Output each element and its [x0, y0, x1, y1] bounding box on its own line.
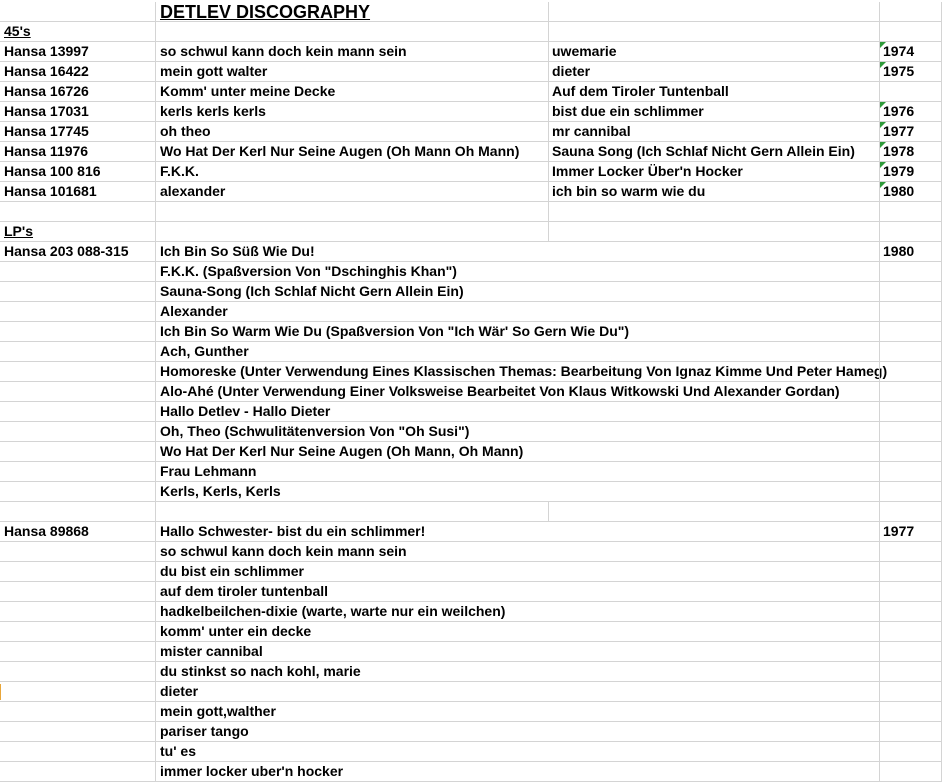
cell-empty[interactable] — [880, 322, 942, 342]
catalog-cell[interactable] — [0, 142, 156, 162]
cell-empty[interactable] — [880, 402, 942, 422]
cell-empty[interactable] — [0, 282, 156, 302]
cell-empty[interactable] — [549, 582, 880, 602]
cell-empty[interactable] — [0, 622, 156, 642]
cell-empty[interactable] — [0, 422, 156, 442]
cell-empty[interactable] — [880, 722, 942, 742]
track-cell[interactable] — [156, 682, 549, 702]
cell-empty[interactable] — [880, 202, 942, 222]
cell-empty[interactable] — [549, 302, 880, 322]
single-row — [0, 162, 942, 182]
lp-track-row — [0, 422, 942, 442]
a-side-cell-text: so schwul kann doch kein mann sein — [160, 43, 407, 59]
cell-empty[interactable] — [549, 762, 880, 782]
section-header-singles-text: 45's — [4, 23, 31, 39]
cell-empty[interactable] — [549, 222, 880, 242]
year-cell-text: 1976 — [883, 103, 915, 119]
cell-empty[interactable] — [0, 502, 156, 522]
track-cell[interactable] — [156, 602, 549, 622]
track-cell-text: Homoreske (Unter Verwendung Eines Klassischen Themas: Bearbeitung Von Ignaz Kimme Und Peter Hameg) — [160, 363, 888, 379]
cell-empty[interactable] — [880, 482, 942, 502]
single-row — [0, 182, 942, 202]
a-side-cell[interactable] — [156, 62, 549, 82]
section-header-lps[interactable] — [0, 222, 156, 242]
track-cell-text: immer locker uber'n hocker — [160, 763, 344, 779]
track-cell-text: Ach, Gunther — [160, 343, 249, 359]
catalog-cell[interactable] — [0, 162, 156, 182]
cell-empty[interactable] — [880, 682, 942, 702]
a-side-cell[interactable] — [156, 182, 549, 202]
track-cell-text: Hallo Schwester- bist du ein schlimmer! — [160, 523, 426, 539]
track-cell[interactable] — [156, 302, 549, 322]
b-side-cell[interactable] — [549, 162, 880, 182]
track-cell-text: Ich Bin So Süß Wie Du! — [160, 243, 315, 259]
single-row — [0, 102, 942, 122]
track-cell[interactable] — [156, 362, 888, 382]
track-cell-text: so schwul kann doch kein mann sein — [160, 543, 407, 559]
lp-track-row — [0, 682, 942, 702]
cell-empty[interactable] — [0, 602, 156, 622]
track-cell-text: Frau Lehmann — [160, 463, 257, 479]
catalog-cell-text: Hansa 203 088-315 — [4, 243, 129, 259]
year-cell[interactable] — [880, 102, 942, 122]
cell-empty[interactable] — [0, 382, 156, 402]
lp-track-row — [0, 762, 942, 782]
blank-row — [0, 202, 942, 222]
catalog-cell-text: Hansa 11976 — [4, 143, 89, 159]
cell-empty[interactable] — [549, 522, 880, 542]
catalog-cell-text: Hansa 16726 — [4, 83, 89, 99]
a-side-cell-text: kerls kerls kerls — [160, 103, 266, 119]
track-cell[interactable] — [156, 762, 549, 782]
lp-track-row — [0, 662, 942, 682]
section-header-lps-text: LP's — [4, 223, 34, 239]
comment-indicator-icon[interactable] — [880, 142, 886, 148]
cell-empty[interactable] — [0, 682, 156, 702]
single-row — [0, 82, 942, 102]
cell-empty[interactable] — [880, 702, 942, 722]
lp-track-row — [0, 262, 942, 282]
b-side-cell[interactable] — [549, 142, 880, 162]
cell-empty[interactable] — [0, 322, 156, 342]
track-cell[interactable] — [156, 462, 549, 482]
track-cell-text: Hallo Detlev - Hallo Dieter — [160, 403, 331, 419]
lp-track-row — [0, 322, 942, 342]
track-cell[interactable] — [156, 342, 549, 362]
cell-empty[interactable] — [549, 282, 880, 302]
lp-track-row — [0, 602, 942, 622]
cell-empty[interactable] — [0, 562, 156, 582]
section-row — [0, 222, 942, 242]
catalog-cell[interactable] — [0, 62, 156, 82]
cell-empty[interactable] — [549, 422, 880, 442]
track-cell[interactable] — [156, 662, 549, 682]
track-cell[interactable] — [156, 442, 549, 462]
b-side-cell[interactable] — [549, 62, 880, 82]
b-side-cell-text: Sauna Song (Ich Schlaf Nicht Gern Allein Ein) — [552, 143, 855, 159]
lp-track-row — [0, 342, 942, 362]
year-cell[interactable] — [880, 182, 942, 202]
year-cell[interactable] — [880, 162, 942, 182]
track-cell[interactable] — [156, 722, 549, 742]
cell-empty[interactable] — [549, 362, 880, 382]
track-cell-text: Alexander — [160, 303, 228, 319]
lp-track-row — [0, 402, 942, 422]
cell-empty[interactable] — [880, 442, 942, 462]
cell-empty[interactable] — [880, 262, 942, 282]
catalog-cell[interactable] — [0, 42, 156, 62]
a-side-cell-text: oh theo — [160, 123, 211, 139]
cell-empty[interactable] — [880, 622, 942, 642]
cell-empty[interactable] — [156, 22, 549, 42]
year-cell-text: 1975 — [883, 63, 915, 79]
track-cell[interactable] — [156, 742, 549, 762]
section-header-singles[interactable] — [0, 22, 156, 42]
a-side-cell-text: Wo Hat Der Kerl Nur Seine Augen (Oh Mann Oh Mann) — [160, 143, 520, 159]
cell-empty[interactable] — [880, 382, 942, 402]
cell-empty[interactable] — [549, 562, 880, 582]
track-cell[interactable] — [156, 402, 549, 422]
cell-empty[interactable] — [880, 562, 942, 582]
cell-empty[interactable] — [880, 542, 942, 562]
catalog-cell-text: Hansa 17031 — [4, 103, 89, 119]
track-cell-text: du bist ein schlimmer — [160, 563, 304, 579]
cell-empty[interactable] — [0, 582, 156, 602]
cell-empty[interactable] — [549, 342, 880, 362]
cell-empty[interactable] — [549, 462, 880, 482]
cell-empty[interactable] — [0, 362, 156, 382]
track-cell-text: Sauna-Song (Ich Schlaf Nicht Gern Allein Ein) — [160, 283, 464, 299]
cell-empty[interactable] — [0, 462, 156, 482]
comment-indicator-icon[interactable] — [880, 122, 886, 128]
a-side-cell[interactable] — [156, 162, 549, 182]
cell-empty[interactable] — [0, 202, 156, 222]
a-side-cell[interactable] — [156, 102, 549, 122]
year-cell-text: 1980 — [883, 183, 915, 199]
lp-track-row — [0, 582, 942, 602]
single-row — [0, 62, 942, 82]
cell-empty[interactable] — [880, 302, 942, 322]
year-cell-text: 1979 — [883, 163, 915, 179]
cell-empty[interactable] — [549, 242, 880, 262]
track-cell-text: Oh, Theo (Schwulitätenversion Von "Oh Susi") — [160, 423, 470, 439]
cell-empty[interactable] — [549, 682, 880, 702]
catalog-cell-text: Hansa 13997 — [4, 43, 89, 59]
cell-empty[interactable] — [880, 422, 942, 442]
cell-empty[interactable] — [880, 602, 942, 622]
cell-empty[interactable] — [880, 362, 942, 382]
cell-empty[interactable] — [0, 742, 156, 762]
sheet-title-text: DETLEV DISCOGRAPHY — [160, 2, 371, 22]
cell-empty[interactable] — [0, 762, 156, 782]
b-side-cell-text: mr cannibal — [552, 123, 631, 139]
lp-track-row — [0, 522, 942, 542]
a-side-cell[interactable] — [156, 42, 549, 62]
cell-empty[interactable] — [549, 742, 880, 762]
track-cell[interactable] — [156, 702, 549, 722]
track-cell-text: komm' unter ein decke — [160, 623, 312, 639]
single-row — [0, 142, 942, 162]
track-cell[interactable] — [156, 562, 549, 582]
b-side-cell-text: ich bin so warm wie du — [552, 183, 706, 199]
track-cell-text: du stinkst so nach kohl, marie — [160, 663, 361, 679]
a-side-cell-text: mein gott walter — [160, 63, 268, 79]
catalog-cell[interactable] — [0, 102, 156, 122]
cell-empty[interactable] — [156, 502, 549, 522]
track-cell[interactable] — [156, 582, 549, 602]
year-cell-text: 1977 — [883, 123, 915, 139]
section-row — [0, 22, 942, 42]
cell-empty[interactable] — [880, 642, 942, 662]
lp-track-row — [0, 442, 942, 462]
track-cell-text: Wo Hat Der Kerl Nur Seine Augen (Oh Mann, Oh Mann) — [160, 443, 524, 459]
lp-track-row — [0, 722, 942, 742]
lp-track-row — [0, 382, 942, 402]
cell-empty[interactable] — [880, 462, 942, 482]
cell-empty[interactable] — [549, 322, 880, 342]
lp-track-row — [0, 742, 942, 762]
cell-empty[interactable] — [0, 702, 156, 722]
cell-empty[interactable] — [0, 642, 156, 662]
single-row — [0, 42, 942, 62]
b-side-cell[interactable] — [549, 122, 880, 142]
comment-indicator-icon[interactable] — [880, 42, 886, 48]
b-side-cell-text: dieter — [552, 63, 591, 79]
cell-empty[interactable] — [880, 662, 942, 682]
cell-cursor-marker — [0, 684, 1, 700]
track-cell[interactable] — [156, 482, 549, 502]
track-cell[interactable] — [156, 542, 549, 562]
cell-empty[interactable] — [0, 722, 156, 742]
year-cell[interactable] — [880, 122, 942, 142]
catalog-cell[interactable] — [0, 242, 156, 262]
track-cell-text: dieter — [160, 683, 199, 699]
lp-track-row — [0, 622, 942, 642]
cell-empty[interactable] — [156, 202, 549, 222]
year-cell[interactable] — [880, 142, 942, 162]
track-cell[interactable] — [156, 242, 549, 262]
cell-empty[interactable] — [880, 2, 942, 22]
cell-empty[interactable] — [0, 482, 156, 502]
cell-empty[interactable] — [549, 402, 880, 422]
title-row — [0, 2, 942, 22]
year-cell-text: 1974 — [883, 43, 915, 59]
track-cell[interactable] — [156, 262, 549, 282]
cell-empty[interactable] — [880, 222, 942, 242]
single-row — [0, 122, 942, 142]
catalog-cell[interactable] — [0, 82, 156, 102]
cell-empty[interactable] — [549, 262, 880, 282]
lp-track-row — [0, 562, 942, 582]
cell-empty[interactable] — [0, 662, 156, 682]
catalog-cell[interactable] — [0, 522, 156, 542]
comment-indicator-icon[interactable] — [880, 182, 886, 188]
a-side-cell-text: Komm' unter meine Decke — [160, 83, 336, 99]
b-side-cell[interactable] — [549, 42, 880, 62]
cell-empty[interactable] — [549, 442, 880, 462]
cell-empty[interactable] — [549, 542, 880, 562]
track-cell-text: Ich Bin So Warm Wie Du (Spaßversion Von "Ich Wär' So Gern Wie Du") — [160, 323, 630, 339]
cell-empty[interactable] — [0, 2, 156, 22]
catalog-cell-text: Hansa 17745 — [4, 123, 89, 139]
track-cell-text: pariser tango — [160, 723, 249, 739]
cell-empty[interactable] — [880, 742, 942, 762]
a-side-cell[interactable] — [156, 122, 549, 142]
lp-track-row — [0, 642, 942, 662]
lp-track-row — [0, 482, 942, 502]
cell-empty[interactable] — [549, 22, 880, 42]
track-cell-text: Kerls, Kerls, Kerls — [160, 483, 281, 499]
cell-empty[interactable] — [549, 622, 880, 642]
cell-empty[interactable] — [880, 282, 942, 302]
lp-track-row — [0, 542, 942, 562]
b-side-cell-text: Auf dem Tiroler Tuntenball — [552, 83, 729, 99]
lp-track-row — [0, 702, 942, 722]
catalog-cell-text: Hansa 101681 — [4, 183, 97, 199]
comment-indicator-icon[interactable] — [880, 102, 886, 108]
track-cell-text: mein gott,walther — [160, 703, 276, 719]
catalog-cell-text: Hansa 16422 — [4, 63, 89, 79]
a-side-cell[interactable] — [156, 82, 549, 102]
cell-empty[interactable] — [549, 202, 880, 222]
lp-track-row — [0, 302, 942, 322]
cell-empty[interactable] — [549, 502, 880, 522]
year-cell-text: 1980 — [883, 243, 915, 259]
a-side-cell-text: alexander — [160, 183, 226, 199]
lp-track-row — [0, 462, 942, 482]
lp-track-row — [0, 242, 942, 262]
cell-empty[interactable] — [156, 222, 549, 242]
catalog-cell-text: Hansa 89868 — [4, 523, 89, 539]
cell-empty[interactable] — [0, 442, 156, 462]
year-cell[interactable] — [880, 522, 942, 542]
catalog-cell-text: Hansa 100 816 — [4, 163, 101, 179]
track-cell-text: Alo-Ahé (Unter Verwendung Einer Volksweise Bearbeitet Von Klaus Witkowski Und Alexander Gordan) — [160, 383, 840, 399]
a-side-cell[interactable] — [156, 142, 549, 162]
year-cell-text: 1977 — [883, 523, 915, 539]
b-side-cell-text: uwemarie — [552, 43, 617, 59]
year-cell-text: 1978 — [883, 143, 915, 159]
b-side-cell[interactable] — [549, 82, 880, 102]
comment-indicator-icon[interactable] — [880, 162, 886, 168]
b-side-cell-text: bist due ein schlimmer — [552, 103, 704, 119]
cell-empty[interactable] — [0, 542, 156, 562]
sheet-title[interactable] — [156, 2, 549, 22]
b-side-cell[interactable] — [549, 182, 880, 202]
cell-empty[interactable] — [880, 762, 942, 782]
track-cell[interactable] — [156, 382, 840, 402]
catalog-cell[interactable] — [0, 122, 156, 142]
lp-track-row — [0, 362, 942, 382]
cell-empty[interactable] — [549, 602, 880, 622]
year-cell[interactable] — [880, 42, 942, 62]
cell-empty[interactable] — [549, 702, 880, 722]
b-side-cell-text: Immer Locker Über'n Hocker — [552, 163, 743, 179]
cell-empty[interactable] — [880, 502, 942, 522]
lp-track-row — [0, 282, 942, 302]
cell-empty[interactable] — [549, 662, 880, 682]
cell-empty[interactable] — [549, 382, 880, 402]
year-cell[interactable] — [880, 82, 942, 102]
track-cell[interactable] — [156, 422, 549, 442]
track-cell[interactable] — [156, 642, 549, 662]
track-cell[interactable] — [156, 522, 549, 542]
track-cell[interactable] — [156, 622, 549, 642]
cell-empty[interactable] — [0, 402, 156, 422]
cell-empty[interactable] — [549, 482, 880, 502]
a-side-cell-text: F.K.K. — [160, 163, 199, 179]
track-cell-text: F.K.K. (Spaßversion Von "Dschinghis Khan") — [160, 263, 457, 279]
blank-row — [0, 502, 942, 522]
comment-indicator-icon[interactable] — [880, 62, 886, 68]
year-cell[interactable] — [880, 62, 942, 82]
cell-empty[interactable] — [549, 722, 880, 742]
year-cell[interactable] — [880, 242, 942, 262]
catalog-cell[interactable] — [0, 182, 156, 202]
b-side-cell[interactable] — [549, 102, 880, 122]
cell-empty[interactable] — [0, 342, 156, 362]
track-cell-text: tu' es — [160, 743, 197, 759]
cell-empty[interactable] — [0, 302, 156, 322]
track-cell-text: hadkelbeilchen-dixie (warte, warte nur ein weilchen) — [160, 603, 506, 619]
cell-empty[interactable] — [880, 342, 942, 362]
cell-empty[interactable] — [0, 262, 156, 282]
cell-empty[interactable] — [880, 582, 942, 602]
track-cell[interactable] — [156, 282, 549, 302]
track-cell[interactable] — [156, 322, 630, 342]
track-cell-text: mister cannibal — [160, 643, 263, 659]
track-cell-text: auf dem tiroler tuntenball — [160, 583, 329, 599]
cell-empty[interactable] — [880, 22, 942, 42]
cell-empty[interactable] — [549, 642, 880, 662]
cell-empty[interactable] — [549, 2, 880, 22]
